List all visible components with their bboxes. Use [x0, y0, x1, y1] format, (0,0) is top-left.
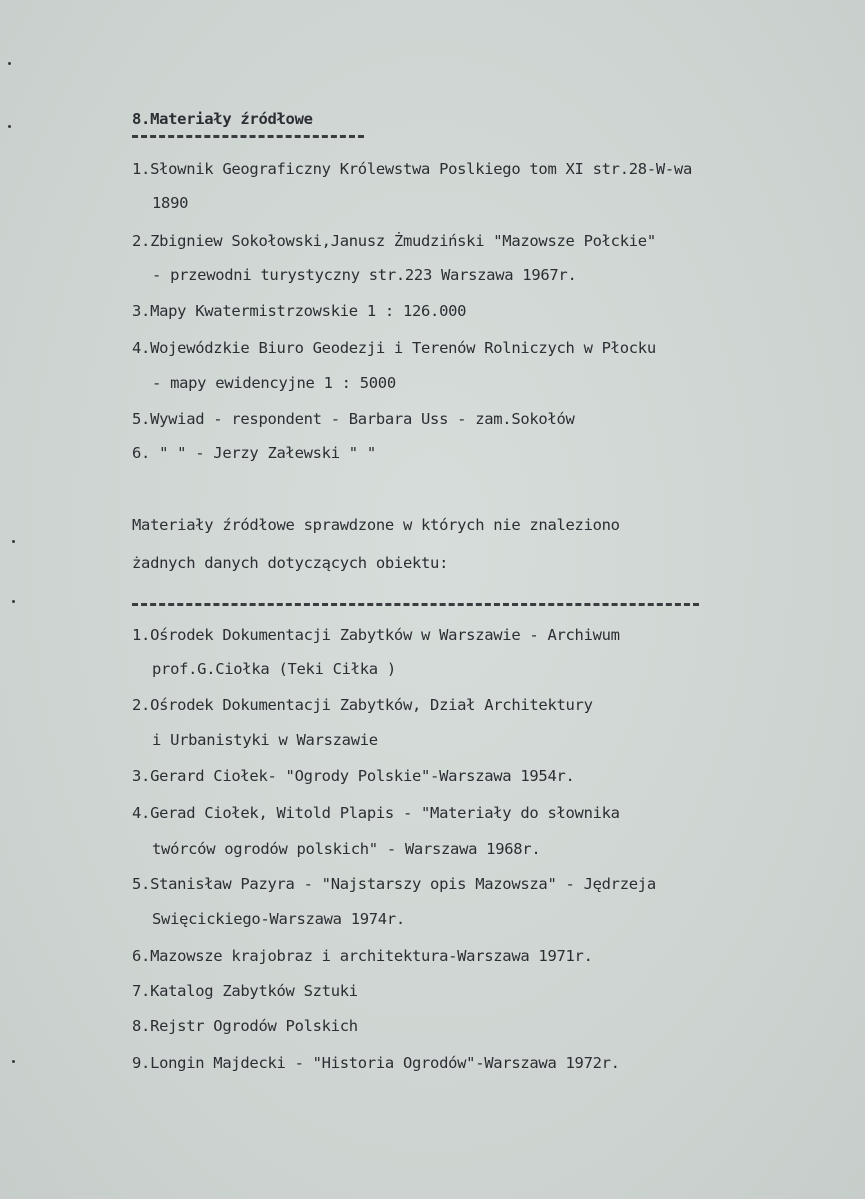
source-line: 4.Wojewódzkie Biuro Geodezji i Terenów Rolniczych w Płocku — [132, 339, 656, 357]
checked-line: Swięcickiego-Warszawa 1974r. — [152, 910, 405, 928]
source-line: 2.Zbigniew Sokołowski,Janusz Żmudziński "Mazowsze Połckie" — [132, 232, 656, 250]
margin-dot — [12, 1060, 15, 1063]
margin-dot — [8, 125, 11, 128]
source-line: 1890 — [152, 194, 189, 212]
source-line: 3.Mapy Kwatermistrzowskie 1 : 126.000 — [132, 302, 467, 320]
source-line: 5.Wywiad - respondent - Barbara Uss - zam.Sokołów — [132, 410, 575, 428]
checked-heading: Materiały źródłowe sprawdzone w których nie znaleziono — [132, 516, 620, 534]
section-heading: 8.Materiały źródłowe — [132, 110, 313, 128]
source-line: - przewodni turystyczny str.223 Warszawa 1967r. — [152, 266, 577, 284]
checked-line: 6.Mazowsze krajobraz i architektura-Warszawa 1971r. — [132, 947, 593, 965]
source-line: 1.Słownik Geograficzny Królewstwa Poslkiego tom XI str.28-W-wa — [132, 160, 692, 178]
heading-underline — [132, 135, 364, 138]
checked-line: 1.Ośrodek Dokumentacji Zabytków w Warszawie - Archiwum — [132, 626, 620, 644]
margin-dot — [12, 600, 15, 603]
checked-heading: żadnych danych dotyczących obiektu: — [132, 554, 449, 572]
section-rule — [132, 603, 699, 606]
checked-line: 7.Katalog Zabytków Sztuki — [132, 982, 358, 1000]
checked-line: 9.Longin Majdecki - "Historia Ogrodów"-Warszawa 1972r. — [132, 1054, 620, 1072]
checked-line: 3.Gerard Ciołek- "Ogrody Polskie"-Warszawa 1954r. — [132, 767, 575, 785]
checked-line: 2.Ośrodek Dokumentacji Zabytków, Dział Architektury — [132, 696, 593, 714]
checked-line: prof.G.Ciołka (Teki Ciłka ) — [152, 660, 396, 678]
margin-dot — [12, 540, 15, 543]
checked-line: 8.Rejstr Ogrodów Polskich — [132, 1017, 358, 1035]
checked-line: i Urbanistyki w Warszawie — [152, 731, 378, 749]
margin-dot — [8, 62, 11, 65]
checked-line: 4.Gerad Ciołek, Witold Plapis - "Materiały do słownika — [132, 804, 620, 822]
source-line: - mapy ewidencyjne 1 : 5000 — [152, 374, 396, 392]
source-line: 6. " " - Jerzy Załewski " " — [132, 444, 376, 462]
checked-line: twórców ogrodów polskich" - Warszawa 1968r. — [152, 840, 541, 858]
checked-line: 5.Stanisław Pazyra - "Najstarszy opis Mazowsza" - Jędrzeja — [132, 875, 656, 893]
